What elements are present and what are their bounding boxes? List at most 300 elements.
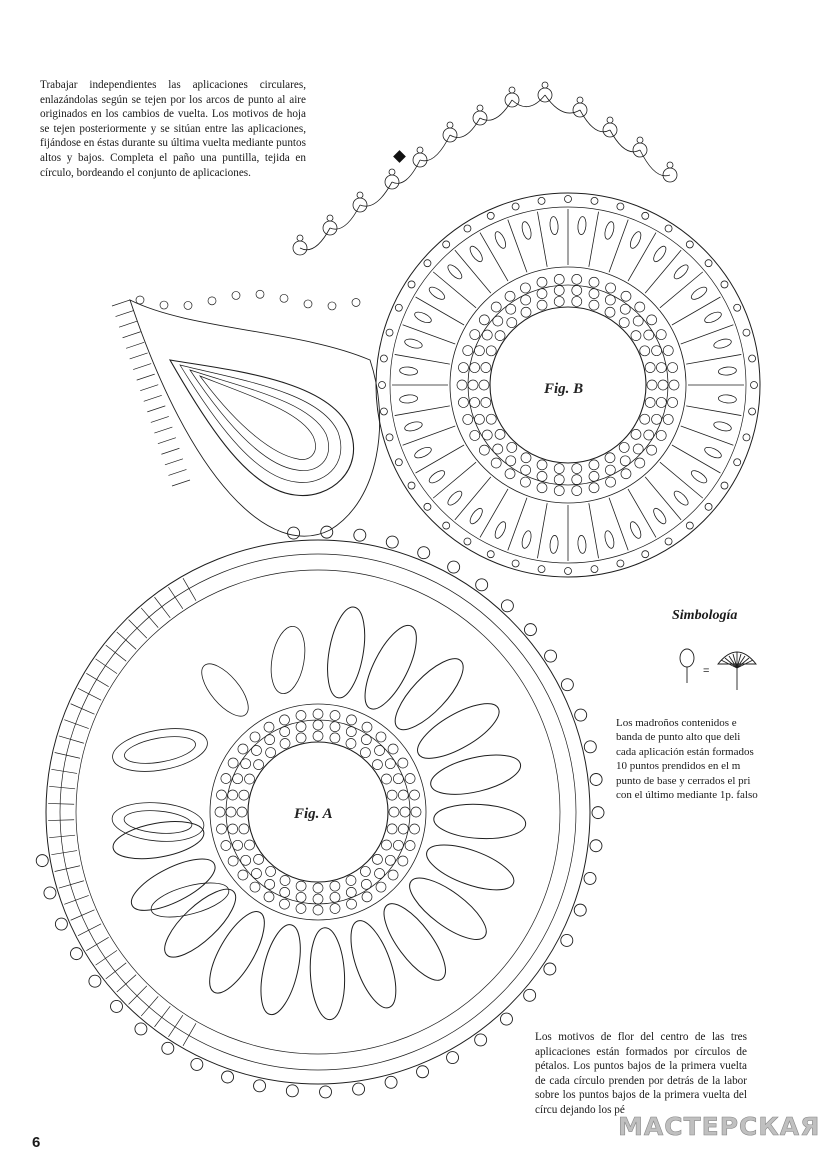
bead [228,758,238,768]
symbology-icon [680,649,756,690]
bead [554,464,564,474]
fringe-stroke [161,448,179,454]
picot [686,241,693,248]
bead [221,841,231,851]
bead [361,879,371,889]
spoke-line [508,498,527,551]
petal-loop [520,221,532,240]
flower-petal [308,927,347,1021]
bead [521,465,531,475]
edge-picot [574,904,586,916]
band-stitch [78,688,101,700]
bead [385,759,395,769]
bead [376,882,386,892]
picot [749,355,756,362]
bead [393,774,403,784]
bead [237,807,247,817]
leaf-motif [112,290,380,536]
spoke-line [537,503,547,558]
fringe-stroke [130,353,148,359]
bead [375,745,385,755]
picot [565,196,572,203]
bead [381,774,391,784]
bead [226,807,236,817]
petal-loop [689,468,708,485]
spoke-line [589,212,599,267]
edge-picot [89,975,101,987]
fringe-picot [136,296,144,304]
bead [228,824,238,834]
flower-petal [374,895,456,989]
spoke-line [672,445,720,473]
bead [621,291,631,301]
picot [538,566,545,573]
picot [512,203,519,210]
bead [589,460,599,470]
edge-picot [36,855,48,867]
bead [280,739,290,749]
bead [347,715,357,725]
bead [537,300,547,310]
band-stitch [96,659,117,674]
fringe-picot [208,297,216,305]
lace-arc [480,100,512,120]
bead [266,748,276,758]
edge-picot [321,526,333,538]
band-stitch [154,597,170,618]
bead [486,414,496,424]
edge-picot [222,1071,234,1083]
edge-picot [524,624,536,636]
bead [491,458,501,468]
spoke-line [589,503,599,558]
bead [554,475,564,485]
fringe-stroke [140,385,158,391]
bead [554,285,564,295]
band-stitch [183,1023,196,1046]
bead [620,456,630,466]
petal-loop [493,520,508,540]
bead [405,841,415,851]
bead [266,866,276,876]
bead [228,856,238,866]
picot [464,225,471,232]
edge-picot [44,887,56,899]
bead [265,735,275,745]
bead [264,892,274,902]
bead [313,720,323,730]
edge-picot [70,948,82,960]
bead [663,414,673,424]
lace-arc [640,150,670,176]
petal-loop [446,263,464,281]
lace-picot [577,97,583,103]
intro-paragraph: Trabajar independientes las aplicaciones circulares, enlazándolas según se tejen por los arcos de punto al aire originados en los cambios de vuelta. Los motivos de hoja se tejen posteriormente y se sitúan entre las aplicaciones, fijándose en éstas durante su última vuelta mediante puntos altos y bajos. Completa el paño una puntilla, tejida en círculo, bordeando el conjunto de aplicaciones. [40,79,306,179]
bead [605,453,615,463]
bead [589,289,599,299]
flower-petal [355,618,427,715]
picot [642,212,649,219]
bead [491,302,501,312]
bead [330,733,340,743]
bead [463,414,473,424]
picot [591,197,598,204]
petal-loop [493,230,508,250]
edge-picot [320,1086,332,1098]
edge-picot [135,1023,147,1035]
bead [296,722,306,732]
bead [495,429,505,439]
bead [505,469,515,479]
spoke-line [395,354,450,364]
lace-arc [610,130,640,152]
petal-loop [549,216,559,235]
bead [606,283,616,293]
bead [360,866,370,876]
bead [296,733,306,743]
bead [346,887,356,897]
bead [241,759,251,769]
bead [644,330,654,340]
fringe-stroke [151,416,169,422]
band-stitch [141,996,158,1016]
bead [645,363,655,373]
bead [505,291,515,301]
petal-loop [404,337,423,349]
bead [385,855,395,865]
spoke-line [686,406,741,416]
bead [233,774,243,784]
bead [296,710,306,720]
fringe-picot [160,301,168,309]
petal-loop [413,445,433,460]
fringe-stroke [123,332,141,338]
spoke-line [537,212,547,267]
bead [372,760,382,770]
lace-picot [389,169,395,175]
fringe-picot [304,300,312,308]
bead [280,875,290,885]
madronos-note: Los madroños contenidos e banda de punto alto que deli cada aplicación están formados 10 puntos prendidos en el m punto de base y cerrados el pri con el último mediante 1p. falso [616,717,758,802]
bead [470,397,480,407]
spoke-line [480,489,508,537]
fringe-stroke [154,427,172,433]
bead [668,397,678,407]
bead [658,380,668,390]
lace-arc [330,205,360,229]
bead [572,285,582,295]
petal-loop [399,394,418,404]
bead [470,363,480,373]
bead [215,807,225,817]
picot [538,197,545,204]
bead [410,824,420,834]
bead [389,807,399,817]
band-stitch [71,910,95,920]
bead [251,745,261,755]
picot [408,281,415,288]
bead [233,840,243,850]
bead [393,840,403,850]
picot [487,212,494,219]
picot [686,522,693,529]
band-stitch [55,866,80,872]
bead [640,414,650,424]
lace-picot [477,105,483,111]
band-stitch [141,608,158,628]
bead [589,483,599,493]
bead [474,414,484,424]
bead [521,295,531,305]
flower-petal [124,849,221,921]
bead [387,824,397,834]
bead [537,277,547,287]
edge-picot [162,1042,174,1054]
bead [280,887,290,897]
petal-loop [468,506,485,525]
bead [520,283,530,293]
bead [537,289,547,299]
picot [665,225,672,232]
bead [279,899,289,909]
petal-loop [577,216,587,235]
spoke-line [395,406,450,416]
petal-loop [718,394,737,404]
petal-loop [703,445,723,460]
bead [479,315,489,325]
lace-arc [545,95,580,113]
bead [361,735,371,745]
bead [589,277,599,287]
flower-petal [410,693,507,768]
bead [468,380,478,390]
bead [347,899,357,909]
picot [380,355,387,362]
bead [264,722,274,732]
flower-petal [199,904,274,1001]
fringe-stroke [172,480,190,486]
spoke-line [416,297,464,325]
spoke-line [416,445,464,473]
bead [645,397,655,407]
petal-loop [549,535,559,554]
picot [512,560,519,567]
petal-loop [651,506,668,525]
edge-picot [590,773,602,785]
edge-picot [417,1066,429,1078]
bead [400,807,410,817]
petal-loop [672,263,690,281]
picot [395,304,402,311]
spoke-line [686,354,741,364]
bead [372,854,382,864]
bead [493,316,503,326]
picot [487,551,494,558]
lace-edging-top [293,82,677,255]
petal-loop [520,530,532,549]
spoke-line [672,297,720,325]
edge-picot [418,547,430,559]
bead [330,722,340,732]
lace-arc [392,160,420,183]
bead [572,296,582,306]
bead [398,824,408,834]
edge-picot [524,989,536,1001]
band-stitch [55,753,80,759]
band-stitch [49,835,75,837]
bead [463,346,473,356]
bead [631,331,641,341]
fringe-stroke [112,300,130,306]
bead [245,774,255,784]
fringe-stroke [137,374,155,380]
bead [250,732,260,742]
edge-picot [353,1083,365,1095]
flower-petal [253,921,307,1018]
lace-picot [327,215,333,221]
bead [486,346,496,356]
bead [238,870,248,880]
lace-arc [360,182,392,206]
bead [572,274,582,284]
lace-arc [450,118,480,138]
flower-petal [321,604,370,701]
bead [216,824,226,834]
bead [521,453,531,463]
edge-picot [191,1058,203,1070]
fringe-stroke [144,395,162,401]
band-stitch [48,803,74,804]
fringe-stroke [119,321,137,327]
bead [313,894,323,904]
edge-picot [447,1052,459,1064]
picot [379,382,386,389]
flower-petal [427,747,524,801]
bead [362,892,372,902]
lace-picot [542,82,548,88]
flower-petal [385,649,473,739]
bead [250,882,260,892]
bead [647,380,657,390]
start-marker-icon [393,150,406,163]
bead [410,790,420,800]
page-number: 6 [32,1134,41,1151]
lace-picot [607,117,613,123]
petal-loop [703,310,723,325]
svg-text:=: = [703,665,710,677]
petal-loop [427,285,446,302]
bead [330,892,340,902]
lace-picot [357,192,363,198]
spoke-line [628,233,656,281]
picot [617,560,624,567]
picot [408,482,415,489]
bead [663,346,673,356]
edge-picot [386,536,398,548]
petal-loop [718,366,737,376]
bead [644,430,654,440]
bead [238,744,248,754]
bead [521,307,531,317]
bead [631,429,641,439]
picot [743,329,750,336]
edge-picot [544,963,556,975]
bead [457,380,467,390]
band-stitch [96,950,117,965]
flower-petal [433,802,527,841]
petal-loop [628,520,643,540]
bead [572,486,582,496]
bead [554,274,564,284]
flower-petal [401,868,495,950]
band-stitch [183,578,196,601]
bead [346,875,356,885]
bead [279,715,289,725]
petal-loop [672,489,690,507]
picot [443,522,450,529]
bead [482,330,492,340]
petal-loop [468,244,485,263]
bead [554,296,564,306]
bead [241,855,251,865]
spoke-line [403,325,456,344]
bead [411,807,421,817]
bead [474,346,484,356]
band-stitch [129,620,147,639]
petal-loop [651,244,668,263]
lace-arc [420,135,450,161]
edge-picot [575,709,587,721]
bead [537,471,547,481]
band-stitch [106,645,126,661]
bead [398,790,408,800]
picot [565,568,572,575]
bead [606,477,616,487]
picot [705,260,712,267]
bead [381,840,391,850]
lace-picot [297,235,303,241]
lace-picot [667,162,673,168]
bead [245,840,255,850]
bead [239,824,249,834]
bead [388,870,398,880]
fringe-picot [280,294,288,302]
edge-picot [584,872,596,884]
picot [386,434,393,441]
bead [652,414,662,424]
bead [520,477,530,487]
spoke-line [681,325,734,344]
edge-picot [590,840,602,852]
petal-loop [713,337,732,349]
band-stitch [86,937,108,950]
bead [495,331,505,341]
bead [656,330,666,340]
picot [591,566,598,573]
spoke-line [403,426,456,445]
lace-picot [509,87,515,93]
bead [458,397,468,407]
bead [346,739,356,749]
bead [296,904,306,914]
bead [506,456,516,466]
edge-picot [545,650,557,662]
edge-picot [592,807,604,819]
bead [589,471,599,481]
picot [665,538,672,545]
picot [705,503,712,510]
figure-b-motif [376,193,760,577]
